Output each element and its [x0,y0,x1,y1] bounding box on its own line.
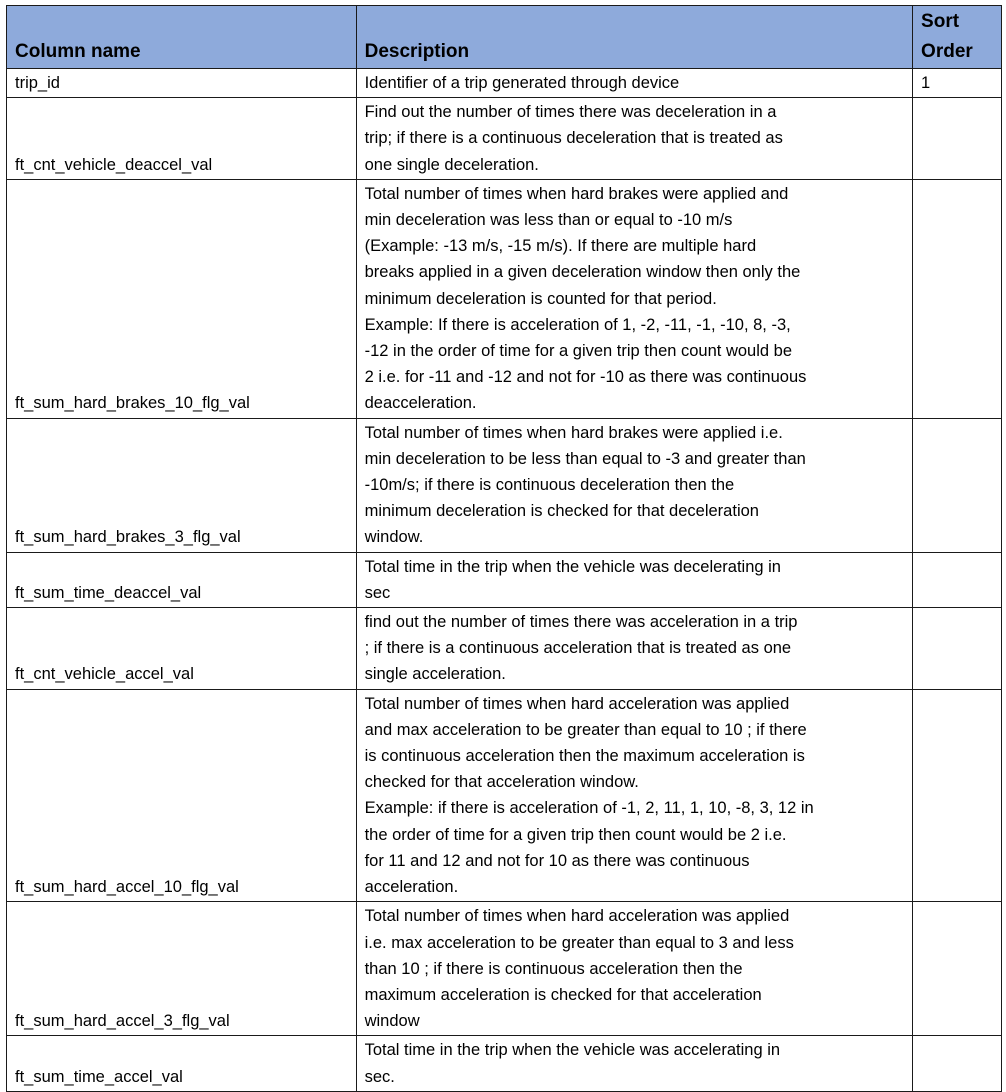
column-name-cell: ft_cnt_vehicle_deaccel_val [7,98,357,180]
column-name-cell: ft_sum_hard_brakes_10_flg_val [7,179,357,418]
sort-order-cell [913,552,1002,607]
table-row [7,98,1002,180]
column-definition-table [6,5,1002,1092]
description-cell: Total number of times when hard brakes were applied and min deceleration was less than or equal to -10 m/s (Example: -13 m/s, -15 m/s). If there are multiple hard breaks applied in a given deceleration window then only the minimum deceleration is counted for that period. Example: If there is acceleration of 1, -2, -11, -1, -10, 8, -3, -12 in the order of time for a given trip then count would be 2 i.e. for -11 and -12 and not for -10 as there was continuous deacceleration. [356,179,912,418]
header-column-name: Column name [7,6,357,69]
description-cell: Total number of times when hard brakes were applied i.e. min deceleration to be less than equal to -3 and greater than -10m/s; if there is continuous deceleration then the minimum deceleration is checked for that deceleration window. [356,418,912,552]
description-cell: Total number of times when hard acceleration was applied and max acceleration to be greater than equal to 10 ; if there is continuous acceleration then the maximum acceleration is checked for that acceleration window. Example: if there is acceleration of -1, 2, 11, 1, 10, -8, 3, 12 in the order of time for a given trip then count would be 2 i.e. for 11 and 12 and not for 10 as there was continuous acceleration. [356,689,912,902]
sort-order-cell [913,418,1002,552]
sort-order-cell [913,608,1002,690]
header-sort-order: Sort Order [913,6,1002,69]
table-row [7,179,1002,418]
column-name-cell: ft_sum_hard_accel_10_flg_val [7,689,357,902]
table-row [7,689,1002,902]
table-body [7,69,1002,1092]
description-cell: Identifier of a trip generated through device [356,69,912,98]
sort-order-cell [913,902,1002,1036]
table-row [7,1036,1002,1091]
column-name-cell: trip_id [7,69,357,98]
table-row [7,608,1002,690]
table-row [7,552,1002,607]
sort-order-cell: 1 [913,69,1002,98]
column-name-cell: ft_sum_time_accel_val [7,1036,357,1091]
sort-order-cell [913,98,1002,180]
description-cell: find out the number of times there was acceleration in a trip ; if there is a continuous acceleration that is treated as one single acceleration. [356,608,912,690]
sort-order-cell [913,179,1002,418]
table-header-row [7,6,1002,69]
description-cell: Total time in the trip when the vehicle was decelerating in sec [356,552,912,607]
table-row [7,69,1002,98]
header-description: Description [356,6,912,69]
description-cell: Find out the number of times there was deceleration in a trip; if there is a continuous deceleration that is treated as one single deceleration. [356,98,912,180]
description-cell: Total number of times when hard acceleration was applied i.e. max acceleration to be greater than equal to 3 and less than 10 ; if there is continuous acceleration then the maximum acceleration is checked for that acceleration window [356,902,912,1036]
description-cell: Total time in the trip when the vehicle was accelerating in sec. [356,1036,912,1091]
table-row [7,418,1002,552]
table-row [7,902,1002,1036]
column-name-cell: ft_sum_hard_accel_3_flg_val [7,902,357,1036]
column-name-cell: ft_cnt_vehicle_accel_val [7,608,357,690]
sort-order-cell [913,689,1002,902]
column-name-cell: ft_sum_time_deaccel_val [7,552,357,607]
sort-order-cell [913,1036,1002,1091]
column-name-cell: ft_sum_hard_brakes_3_flg_val [7,418,357,552]
